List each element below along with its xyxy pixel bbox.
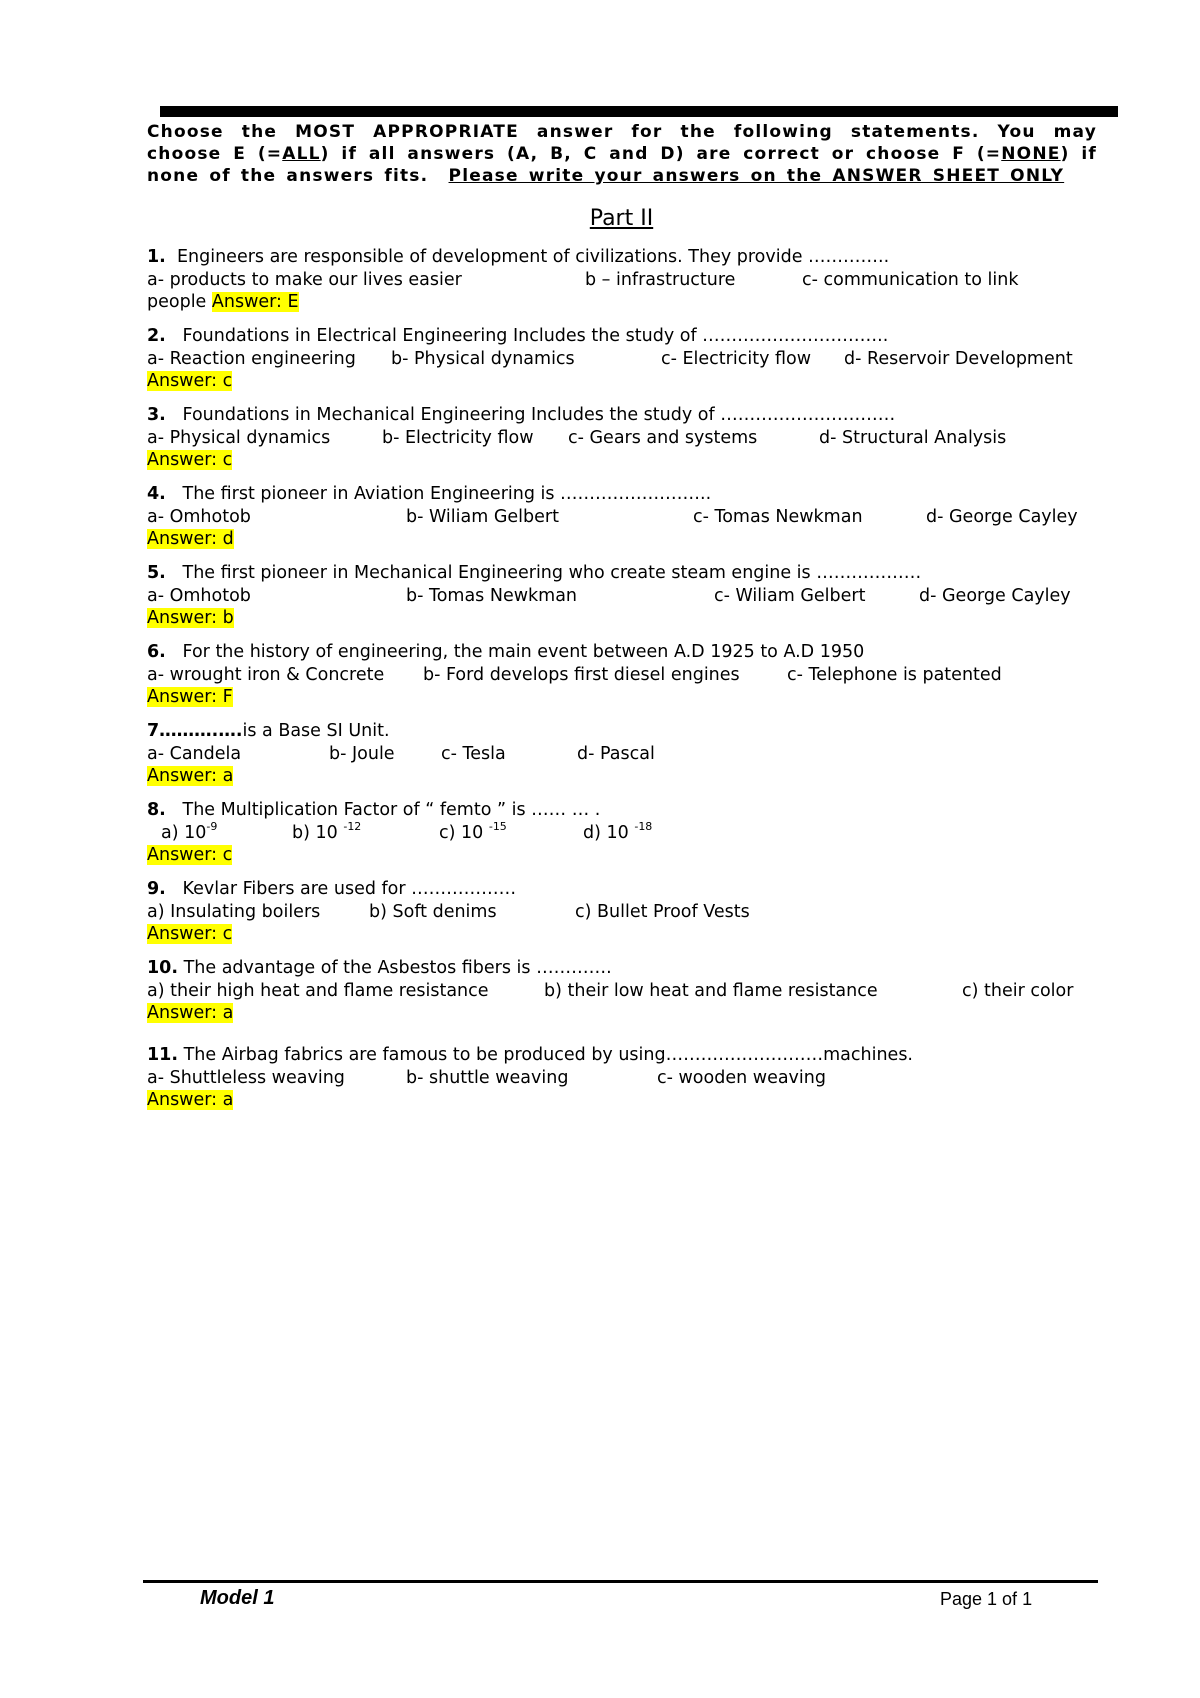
- answer-highlight: Answer: b: [147, 608, 234, 628]
- answer-highlight: Answer: c: [147, 371, 233, 391]
- answer-highlight: Answer: c: [147, 845, 233, 865]
- option-a: a- Omhotob: [147, 506, 251, 527]
- option-c: c- Tesla: [441, 743, 506, 764]
- question-6: 6. For the history of engineering, the main event between A.D 1925 to A.D 1950 a- wrought iron & Concrete b- Ford develops first diesel engines c- Telephone is patented Answer: F: [147, 642, 1002, 707]
- instructions: Choose the MOST APPROPRIATE answer for the following statements. You may choose E (=ALL) if all answers (A, B, C and D) are correct or choose F (=NONE) if none of the answers fits. Please write your answers on the ANSWER SHEET ONLY: [147, 122, 1097, 186]
- option-d: d- Reservoir Development: [844, 348, 1073, 369]
- option-a: a- Shuttleless weaving: [147, 1067, 345, 1088]
- footer-page-number: Page 1 of 1: [940, 1589, 1033, 1609]
- option-a: a- Candela: [147, 743, 242, 764]
- question-8: 8. The Multiplication Factor of “ femto ” is …… … . a) $10^{-9}$ b) 10 $^{-12}$ c) 10 $^{-15}$ d) 10 $^{-18}$ Answer: c: [147, 800, 653, 865]
- option-c: c- wooden weaving: [657, 1067, 826, 1088]
- option-c: c) Bullet Proof Vests: [575, 901, 750, 922]
- answer-highlight: Answer: F: [147, 687, 233, 707]
- option-b: b) their low heat and flame resistance: [544, 980, 878, 1001]
- question-3: 3. Foundations in Mechanical Engineering Includes the study of ………………………… a- Physical dynamics b- Electricity flow c- Gears and systems d- Structural Analysis Answer: c: [147, 405, 1007, 470]
- option-c: c) their color: [962, 980, 1074, 1001]
- option-d: d- George Cayley: [926, 506, 1078, 527]
- option-a: a- products to make our lives easier: [147, 269, 462, 290]
- option-c: c- Telephone is patented: [787, 664, 1002, 685]
- footer-rule: [143, 1580, 1098, 1583]
- part-title: Part II: [589, 206, 654, 231]
- option-d: d- Pascal: [577, 743, 655, 764]
- answer-highlight: Answer: a: [147, 1003, 234, 1023]
- option-b: b- Physical dynamics: [391, 348, 575, 369]
- option-a: a- wrought iron & Concrete: [147, 664, 385, 685]
- question-4: 4. The first pioneer in Aviation Engineering is …………………….. a- Omhotob b- Wiliam Gelbert c- Tomas Newkman d- George Cayley Answer: d: [147, 484, 1078, 549]
- option-b: b) 10 $^{-12}$: [292, 819, 362, 843]
- question-7: 7……….….is a Base SI Unit. a- Candela b- Joule c- Tesla d- Pascal Answer: a: [147, 721, 655, 786]
- question-9: 9. Kevlar Fibers are used for ……………… a) Insulating boilers b) Soft denims c) Bullet Proof Vests Answer: c: [147, 879, 750, 944]
- option-b: b- Tomas Newkman: [406, 585, 578, 606]
- answer-highlight: Answer: d: [147, 529, 234, 549]
- answer-highlight: Answer: a: [147, 766, 234, 786]
- option-a: a) Insulating boilers: [147, 901, 321, 922]
- answer-highlight: Answer: c: [147, 924, 233, 944]
- top-rule: [160, 106, 1118, 117]
- question-11: 11. The Airbag fabrics are famous to be produced by using………………………machines. a- Shuttleless weaving b- shuttle weaving c- wooden weaving Answer: a: [147, 1045, 913, 1110]
- question-5: 5. The first pioneer in Mechanical Engineering who create steam engine is ……………… a- Omhotob b- Tomas Newkman c- Wiliam Gelbert d- George Cayley Answer: b: [147, 563, 1071, 628]
- option-a: a- Physical dynamics: [147, 427, 331, 448]
- answer-highlight: Answer: a: [147, 1090, 234, 1110]
- answer-highlight: Answer: E: [211, 292, 299, 312]
- question-1: 1. Engineers are responsible of development of civilizations. They provide ………….. a- products to make our lives easier b – infrastructure c- communication to link people Answer: E: [147, 247, 1019, 312]
- option-a: a) their high heat and flame resistance: [147, 980, 489, 1001]
- option-b: b- Ford develops first diesel engines: [423, 664, 740, 685]
- option-b: b – infrastructure: [585, 269, 736, 290]
- option-d: d- George Cayley: [919, 585, 1071, 606]
- option-a: a- Omhotob: [147, 585, 251, 606]
- option-b: b- Wiliam Gelbert: [406, 506, 559, 527]
- option-a: a) $10^{-9}$: [161, 819, 218, 843]
- option-c: c- Tomas Newkman: [693, 506, 863, 527]
- option-d: d) 10 $^{-18}$: [583, 819, 653, 843]
- answer-highlight: Answer: c: [147, 450, 233, 470]
- question-10: 10. The advantage of the Asbestos fibers is …………. a) their high heat and flame resistance b) their low heat and flame resistance c) their color Answer: a: [147, 958, 1074, 1023]
- question-2: 2. Foundations in Electrical Engineering Includes the study of ………………………….. a- Reaction engineering b- Physical dynamics c- Electricity flow d- Reservoir Development Answer: c: [147, 326, 1073, 391]
- option-c: c) 10 $^{-15}$: [439, 819, 507, 843]
- option-d: d- Structural Analysis: [819, 427, 1007, 448]
- option-c: c- Gears and systems: [568, 427, 758, 448]
- footer-model: Model 1: [200, 1587, 275, 1609]
- option-b: b- Joule: [329, 743, 395, 764]
- option-c: c- communication to link: [802, 269, 1019, 290]
- option-a: a- Reaction engineering: [147, 348, 356, 369]
- option-b: b- Electricity flow: [382, 427, 534, 448]
- option-b: b) Soft denims: [369, 901, 497, 922]
- answer-sheet-instruction: Please write your answers on the ANSWER SHEET ONLY: [448, 166, 1065, 186]
- option-c: c- Electricity flow: [661, 348, 812, 369]
- option-c: c- Wiliam Gelbert: [714, 585, 866, 606]
- option-b: b- shuttle weaving: [406, 1067, 569, 1088]
